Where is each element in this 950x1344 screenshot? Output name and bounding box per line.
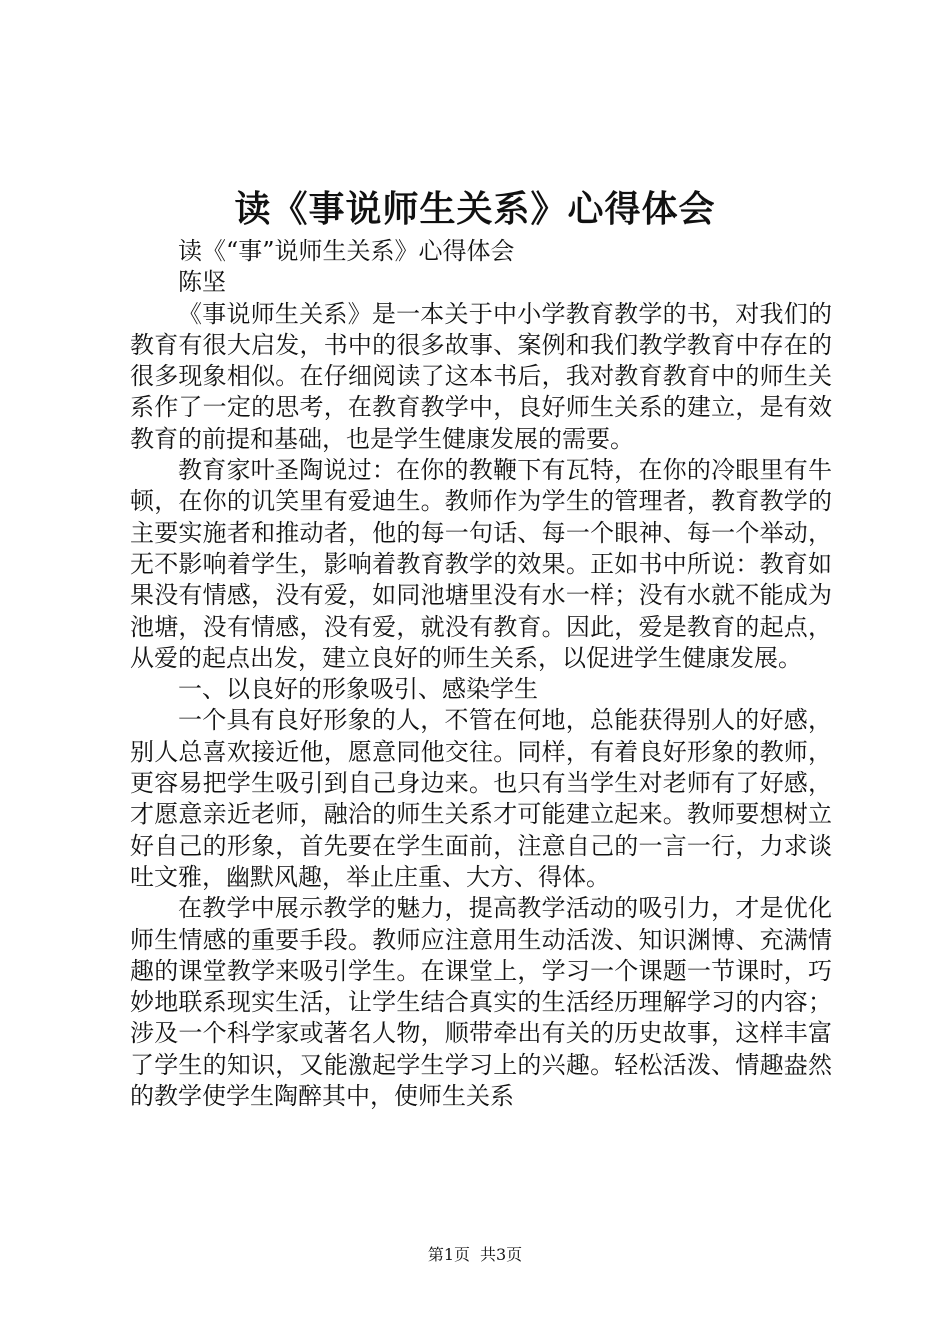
page-footer [0, 1244, 950, 1266]
body-paragraph: 一个具有良好形象的人，不管在何地，总能获得别人的好感，别人总喜欢接近他，愿意同他交往。同样，有着良好形象的教师，更容易把学生吸引到自己身边来。也只有当学生对老师有了好感，才愿意亲近老师，融洽的师生关系才可能建立起来。教师要想树立好自己的形象，首先要在学生面前，注意自己的一言一行，力求谈吐文雅，幽默风趣，举止庄重、大方、得体。 [130, 706, 832, 891]
section-heading: 一、以良好的形象吸引、感染学生 [178, 675, 538, 704]
body-paragraph: 在教学中展示教学的魅力，提高教学活动的吸引力，才是优化师生情感的重要手段。教师应注意用生动活泼、知识渊博、充满情趣的课堂教学来吸引学生。在课堂上，学习一个课题一节课时，巧妙地联系现实生活，让学生结合真实的生活经历理解学习的内容；涉及一个科学家或著名人物，顺带牵出有关的历史故事，这样丰富了学生的知识，又能激起学生学习上的兴趣。轻松活泼、情趣盎然的教学使学生陶醉其中，使师生关系 [130, 894, 832, 1111]
page-total: 共3页 [480, 1245, 523, 1264]
document-body [130, 236, 832, 1112]
page-number: 第1页 [427, 1245, 470, 1264]
document-title: 读《事说师生关系》心得体会 [234, 188, 716, 230]
body-paragraph: 《事说师生关系》是一本关于中小学教育教学的书，对我们的教育有很大启发，书中的很多故事、案例和我们教学教育中存在的很多现象相似。在仔细阅读了这本书后，我对教育教育中的师生关系作了一定的思考，在教育教学中，良好师生关系的建立，是有效教育的前提和基础，也是学生健康发展的需要。 [130, 299, 832, 453]
subtitle-line: 读《“事”说师生关系》心得体会 [178, 237, 515, 265]
body-paragraph: 教育家叶圣陶说过：在你的教鞭下有瓦特，在你的冷眼里有牛顿，在你的讥笑里有爱迪生。教师作为学生的管理者，教育教学的主要实施者和推动者，他的每一句话、每一个眼神、每一个举动，无不影响着学生，影响着教育教学的效果。正如书中所说：教育如果没有情感，没有爱，如同池塘里没有水一样；没有水就不能成为池塘，没有情感，没有爱，就没有教育。因此，爱是教育的起点，从爱的起点出发，建立良好的师生关系，以促进学生健康发展。 [130, 456, 832, 672]
author-line: 陈坚 [178, 268, 226, 297]
